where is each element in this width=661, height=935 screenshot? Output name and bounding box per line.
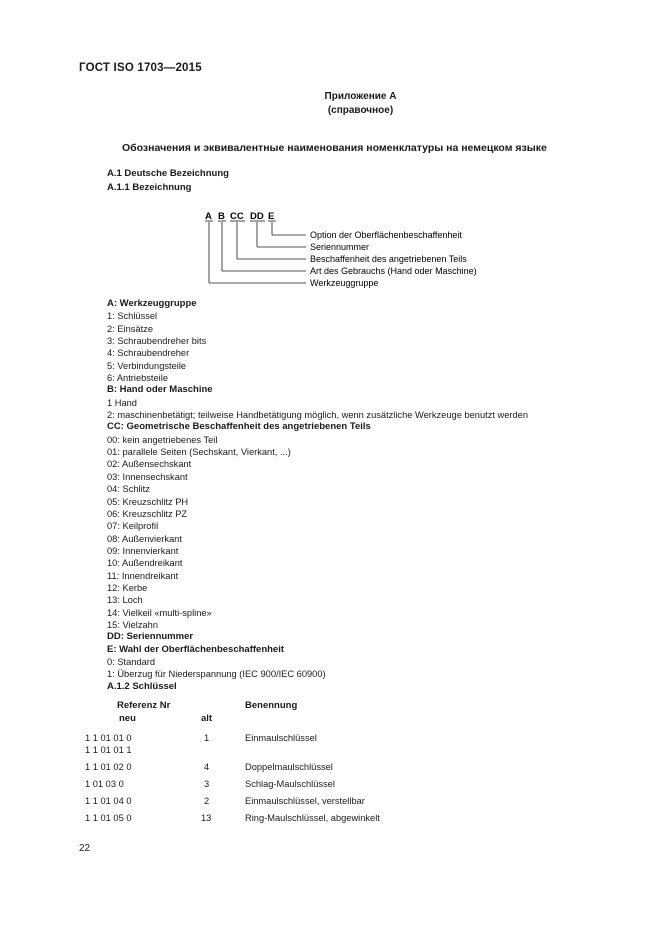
section-title: Обозначения и эквивалентные наименования номенклатуры на немецком языке xyxy=(122,142,547,154)
appendix-title: Приложение А xyxy=(324,91,397,102)
list-item: 00: kein angetriebenes Teil xyxy=(107,434,218,445)
cell-benennung: Schlag-Maulschlüssel xyxy=(245,779,335,789)
letter-b: B xyxy=(218,211,225,222)
letter-dd: DD xyxy=(250,211,264,222)
list-item: 07: Keilprofil xyxy=(107,521,159,532)
table-row xyxy=(0,796,661,808)
letter-a: A xyxy=(205,211,212,222)
label-e: Option der Oberflächenbeschaffenheit xyxy=(310,230,462,240)
list-item: 1 Hand xyxy=(107,397,137,408)
cell-benennung: Ring-Maulschlüssel, abgewinkelt xyxy=(245,813,380,823)
list-item: 15: Vielzahn xyxy=(107,619,159,630)
standard-number: ГОСТ ISO 1703—2015 xyxy=(79,62,202,74)
list-item: 12: Kerbe xyxy=(107,582,148,593)
legend-list xyxy=(107,298,528,693)
header-benennung: Benennung xyxy=(245,700,298,711)
page-number: 22 xyxy=(79,843,91,854)
cell-alt: 13 xyxy=(201,813,212,823)
cell-benennung: Doppelmaulschlüssel xyxy=(245,762,333,772)
table-row xyxy=(0,779,661,791)
cell-alt: 1 xyxy=(204,733,210,743)
list-item: 08: Außenvierkant xyxy=(107,533,182,544)
list-item: 2: maschinenbetätigt; teilweise Handbetätigung möglich, wenn zusätzliche Werkzeuge benutzt werden xyxy=(107,410,529,421)
designation-diagram xyxy=(200,208,500,290)
heading-a1: А.1 Deutsche Bezeichnung xyxy=(107,168,229,179)
list-item: 01: parallele Seiten (Sechskant, Vierkant, ...) xyxy=(107,447,291,458)
list-item: 14: Vielkeil «multi-spline» xyxy=(107,607,212,618)
list-item: 05: Kreuzschlitz PH xyxy=(107,496,189,507)
label-b: Art des Gebrauchs (Hand oder Maschine) xyxy=(310,266,477,276)
header-referenz: Referenz Nr xyxy=(117,700,171,711)
table-row xyxy=(0,813,661,825)
header-alt: alt xyxy=(201,713,213,724)
appendix-subtitle: (справочное) xyxy=(327,105,394,116)
header-neu: neu xyxy=(119,713,136,724)
list-item: 6: Antriebsteile xyxy=(107,373,168,384)
table-row xyxy=(0,745,661,757)
cell-alt: 2 xyxy=(204,796,210,806)
cell-neu: 1 1 01 02 0 xyxy=(85,762,132,772)
cell-alt: 3 xyxy=(204,779,210,789)
cell-neu: 1 1 01 01 0 xyxy=(85,733,132,743)
list-item: 4: Schraubendreher xyxy=(107,348,190,359)
list-item: E: Wahl der Oberflächenbeschaffenheit xyxy=(107,643,285,655)
heading-a11: А.1.1 Bezeichnung xyxy=(107,182,192,193)
list-item: CC: Geometrische Beschaffenheit des angetriebenen Teils xyxy=(107,421,371,433)
list-item: 03: Innensechskant xyxy=(107,471,188,482)
letter-e: E xyxy=(268,211,275,222)
list-item: DD: Seriennummer xyxy=(107,631,194,643)
list-item: A: Werkzeuggruppe xyxy=(107,298,197,309)
table-row xyxy=(0,733,661,745)
list-item: 11: Innendreikant xyxy=(107,570,179,581)
letter-cc: CC xyxy=(230,211,244,222)
cell-benennung: Einmaulschlüssel, verstellbar xyxy=(245,796,365,806)
list-item: 04: Schlitz xyxy=(107,484,150,495)
list-item: 1: Schlüssel xyxy=(107,311,158,322)
list-item: 2: Einsätze xyxy=(107,323,153,334)
cell-neu: 1 1 01 05 0 xyxy=(85,813,132,823)
list-item: 06: Kreuzschlitz PZ xyxy=(107,508,188,519)
list-item: 0: Standard xyxy=(107,656,156,667)
list-item: 13: Loch xyxy=(107,595,143,606)
cell-neu: 1 01 03 0 xyxy=(85,779,124,789)
label-a: Werkzeuggruppe xyxy=(310,278,379,288)
list-item: 5: Verbindungsteile xyxy=(107,360,187,371)
list-item: 02: Außensechskant xyxy=(107,459,192,470)
label-dd: Seriennummer xyxy=(310,242,370,252)
list-item: А.1.2 Schlüssel xyxy=(107,680,177,692)
list-item: 10: Außendreikant xyxy=(107,558,183,569)
cell-benennung: Einmaulschlüssel xyxy=(245,733,317,743)
list-item: 09: Innenvierkant xyxy=(107,545,179,556)
list-item: B: Hand oder Maschine xyxy=(107,384,213,396)
cell-neu: 1 1 01 01 1 xyxy=(85,745,132,755)
table-row xyxy=(0,762,661,774)
cell-neu: 1 1 01 04 0 xyxy=(85,796,132,806)
cell-alt: 4 xyxy=(204,762,210,772)
list-item: 1: Überzug für Niederspannung (IEC 900/IEC 60900) xyxy=(107,669,326,680)
label-cc: Beschaffenheit des angetriebenen Teils xyxy=(310,254,467,264)
list-item: 3: Schraubendreher bits xyxy=(107,336,207,347)
